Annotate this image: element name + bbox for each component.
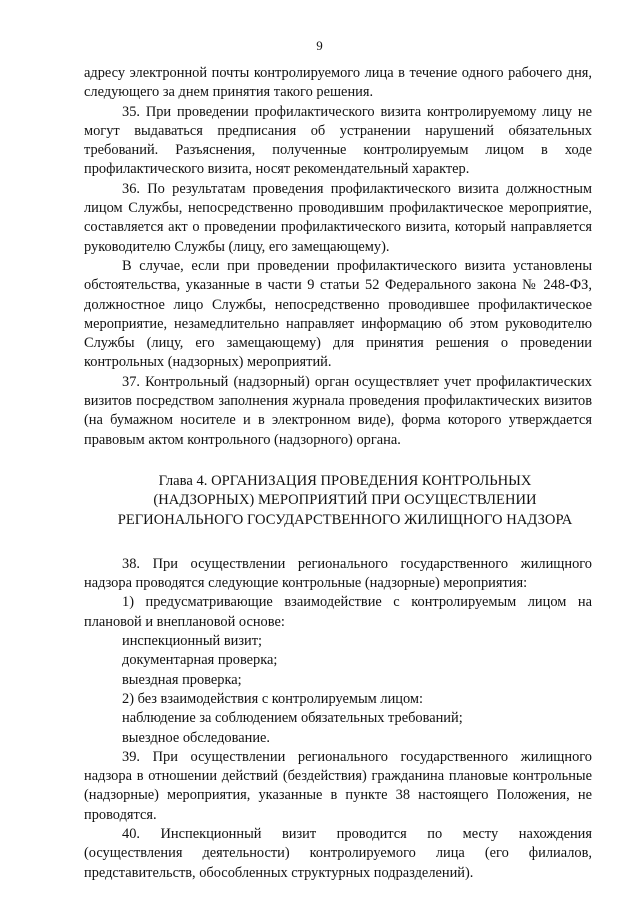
section-after-heading — [84, 555, 592, 883]
paragraph-continuation: адресу электронной почты контролируемого лица в течение одного рабочего дня, следующего за днем принятия такого решения. — [84, 65, 592, 101]
paragraph-37: 37. Контрольный (надзорный) орган осуществляет учет профилактических визитов посредством заполнения журнала проведения профилактических визитов (на бумажном носителе и в электронном виде), форма которого утверждается правовым актом контрольного (надзорного) органа. — [84, 373, 592, 448]
chapter-heading-line-1: Глава 4. ОРГАНИЗАЦИЯ ПРОВЕДЕНИЯ КОНТРОЛЬНЫХ — [158, 472, 532, 489]
chapter-heading — [84, 472, 592, 530]
list-item-observation: наблюдение за соблюдением обязательных требований; — [122, 710, 463, 727]
page-number: 9 — [316, 38, 323, 53]
list-item-field-check: выездная проверка; — [122, 671, 242, 688]
paragraph-35: 35. При проведении профилактического визита контролируемому лицу не могут выдаваться предписания об устранении нарушений обязательных требований. Разъяснения, полученные контролируемым лицом в ходе профилактического визита, носят рекомендательный характер. — [84, 103, 592, 178]
paragraph-38-item-2: 2) без взаимодействия с контролируемым лицом: — [122, 690, 423, 707]
paragraph-38-item-1: 1) предусматривающие взаимодействие с контролируемым лицом на плановой и внеплановой основе: — [84, 594, 592, 630]
paragraph-40: 40. Инспекционный визит проводится по месту нахождения (осуществления деятельности) контролируемого лица (его филиалов, представительств, обособленных структурных подразделений). — [84, 825, 592, 881]
paragraph-38: 38. При осуществлении регионального государственного жилищного надзора проводятся следующие контрольные (надзорные) мероприятия: — [84, 555, 592, 592]
paragraph-36-case: В случае, если при проведении профилактического визита установлены обстоятельства, указанные в части 9 статьи 52 Федерального закона № 248-ФЗ, должностное лицо Службы, непосредственно проводившее профилактическое мероприятие, незамедлительно направляет информацию об этом руководителю Службы (лицу, его замещающему) для принятия решения о проведении контрольных (надзорных) мероприятий. — [84, 257, 592, 371]
section-before-heading — [84, 64, 592, 450]
list-item-documentary-check: документарная проверка; — [122, 652, 278, 669]
paragraph-39: 39. При осуществлении регионального государственного жилищного надзора в отношении действий (бездействия) гражданина плановые контрольные (надзорные) мероприятия, указанные в пункте 38 настоящего Положения, не проводятся. — [84, 748, 592, 823]
document-body — [84, 64, 592, 883]
paragraph-36: 36. По результатам проведения профилактического визита должностным лицом Службы, непосредственно проводившим профилактическое мероприятие, составляется акт о проведении профилактического визита, который направляется руководителю Службы (лицу, его замещающему). — [84, 180, 592, 255]
chapter-heading-line-2: (НАДЗОРНЫХ) МЕРОПРИЯТИЙ ПРИ ОСУЩЕСТВЛЕНИИ — [153, 492, 537, 509]
list-item-inspection-visit: инспекционный визит; — [122, 633, 263, 650]
list-item-field-survey: выездное обследование. — [122, 729, 271, 746]
chapter-heading-line-3: РЕГИОНАЛЬНОГО ГОСУДАРСТВЕННОГО ЖИЛИЩНОГО НАДЗОРА — [117, 511, 573, 528]
